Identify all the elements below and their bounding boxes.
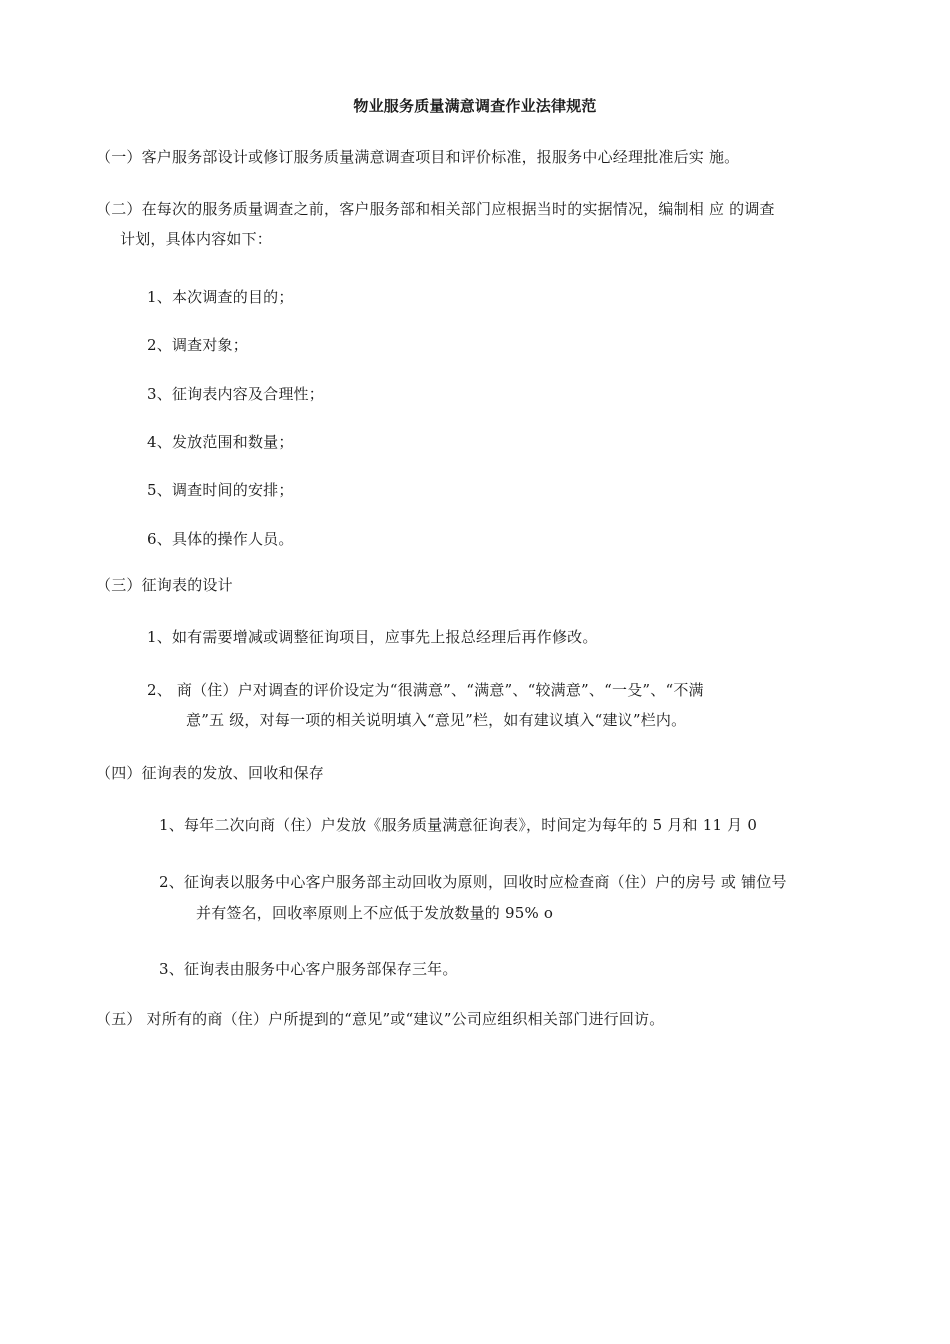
section-1: （一）客户服务部设计或修订服务质量满意调查项目和评价标准，报服务中心经理批准后实 施。 bbox=[96, 148, 740, 166]
section-4-item-2-line-2: 并有签名，回收率原则上不应低于发放数量的 95% o bbox=[196, 904, 554, 922]
section-4-item-1: 1、每年二次向商（住）户发放《服务质量满意征询表》，时间定为每年的 5 月和 11 月 0 bbox=[159, 816, 758, 834]
section-4-item-3: 3、征询表由服务中心客户服务部保存三年。 bbox=[159, 960, 458, 978]
section-5: （五） 对所有的商（住）户所提到的“意见”或“建议”公司应组织相关部门进行回访。 bbox=[96, 1010, 665, 1028]
list-item: 4、发放范围和数量； bbox=[147, 433, 294, 451]
page-title: 物业服务质量满意调查作业法律规范 bbox=[353, 97, 597, 115]
section-3-item-2-line-2: 意”五 级，对每一项的相关说明填入“意见”栏，如有建议填入“建议”栏内。 bbox=[186, 711, 687, 729]
section-4-heading: （四）征询表的发放、回收和保存 bbox=[96, 764, 325, 782]
section-2-line-1: （二）在每次的服务质量调查之前，客户服务部和相关部门应根据当时的实据情况，编制相 应 的调查 bbox=[96, 200, 775, 218]
section-2-line-2: 计划，具体内容如下： bbox=[120, 230, 273, 248]
section-3-item-1: 1、如有需要增减或调整征询项目，应事先上报总经理后再作修改。 bbox=[147, 628, 598, 646]
list-item: 5、调查时间的安排； bbox=[147, 481, 294, 499]
list-item: 1、本次调查的目的； bbox=[147, 288, 294, 306]
list-item: 2、调查对象； bbox=[147, 336, 248, 354]
list-item: 6、具体的操作人员。 bbox=[147, 530, 294, 548]
section-4-item-2-line-1: 2、征询表以服务中心客户服务部主动回收为原则，回收时应检查商（住）户的房号 或 铺位号 bbox=[159, 873, 787, 891]
section-3-item-2-line-1: 2、 商（住）户对调查的评价设定为“很满意”、“满意”、“较满意”、“一殳”、“不满 bbox=[147, 681, 704, 699]
section-3-heading: （三）征询表的设计 bbox=[96, 576, 233, 594]
list-item: 3、征询表内容及合理性； bbox=[147, 385, 324, 403]
